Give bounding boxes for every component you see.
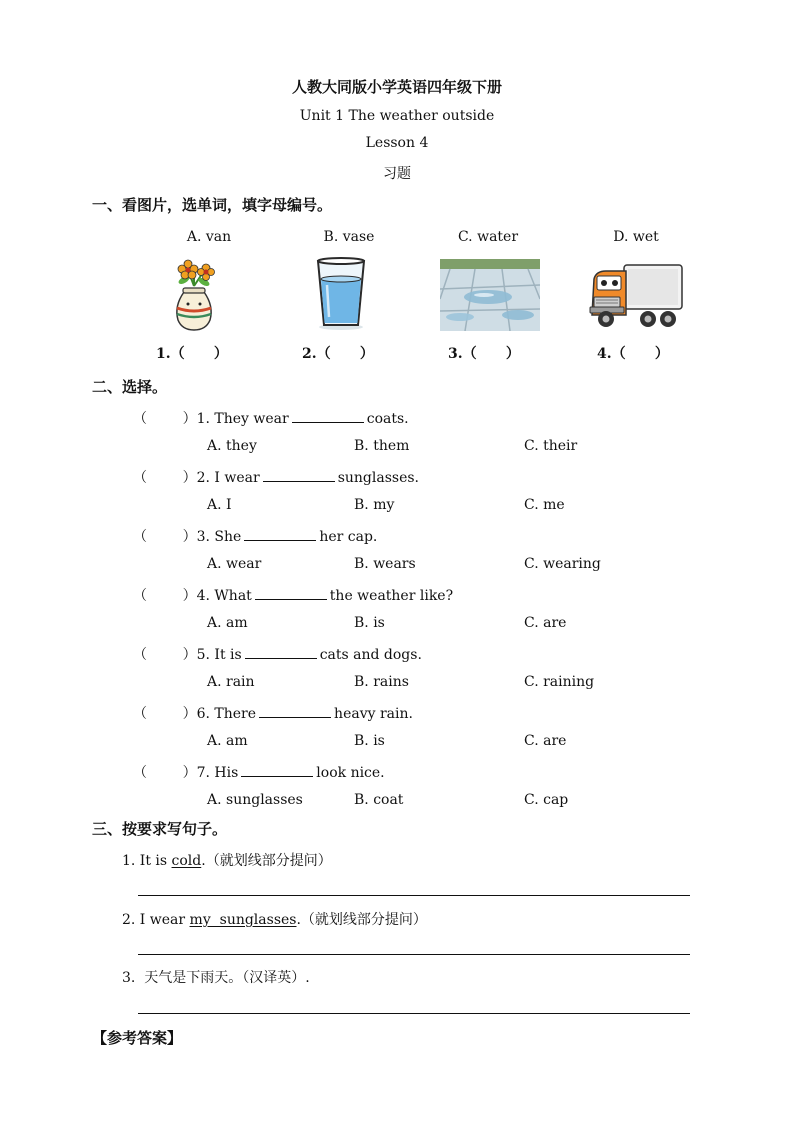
option-b[interactable]: B. is bbox=[354, 615, 385, 631]
option-c[interactable]: C. are bbox=[524, 615, 567, 631]
section2-heading: 二、选择。 bbox=[92, 378, 168, 396]
question-row bbox=[133, 408, 409, 428]
word-d: D. wet bbox=[613, 229, 659, 245]
option-a[interactable]: A. am bbox=[207, 733, 248, 749]
option-c[interactable]: C. wearing bbox=[524, 556, 601, 572]
answer-paren[interactable]: （ ） bbox=[133, 765, 197, 781]
fill-blank[interactable] bbox=[292, 408, 364, 423]
question-row bbox=[133, 467, 419, 487]
underlined-word: cold bbox=[171, 853, 202, 869]
question-text-end: cats and dogs. bbox=[319, 647, 422, 663]
unit-title: Unit 1 The weather outside bbox=[299, 108, 495, 124]
option-c[interactable]: C. their bbox=[524, 438, 578, 454]
answer-paren[interactable]: （ ） bbox=[133, 529, 197, 545]
word-b: B. vase bbox=[323, 229, 375, 245]
question-text-end: sunglasses. bbox=[337, 470, 420, 486]
page-title: 人教大同版小学英语四年级下册 bbox=[291, 78, 502, 96]
fill-blank[interactable] bbox=[255, 585, 327, 600]
truck-van-image bbox=[588, 259, 684, 331]
lesson-title: Lesson 4 bbox=[365, 135, 429, 151]
question-text: 6. There bbox=[196, 706, 257, 722]
question-text: 7. His bbox=[196, 765, 239, 781]
option-b[interactable]: B. my bbox=[354, 497, 395, 513]
answer-line-1[interactable] bbox=[138, 895, 690, 896]
question-text: 5. It is bbox=[196, 647, 242, 663]
option-a[interactable]: A. I bbox=[207, 497, 232, 513]
option-b[interactable]: B. coat bbox=[354, 792, 404, 808]
fill-blank[interactable] bbox=[263, 467, 335, 482]
fill-blank[interactable] bbox=[245, 644, 317, 659]
option-a[interactable]: A. am bbox=[207, 615, 248, 631]
question-row bbox=[133, 762, 385, 782]
answer-paren[interactable]: （ ） bbox=[133, 411, 197, 427]
option-c[interactable]: C. are bbox=[524, 733, 567, 749]
question-text: 2. I wear bbox=[196, 470, 260, 486]
option-a[interactable]: A. rain bbox=[207, 674, 255, 690]
fill-blank[interactable] bbox=[244, 526, 316, 541]
answer-slot-3[interactable]: 3.（ ） bbox=[448, 346, 520, 362]
answer-paren[interactable]: （ ） bbox=[133, 706, 197, 722]
section1-heading: 一、看图片，选单词，填字母编号。 bbox=[92, 196, 333, 214]
answer-paren[interactable]: （ ） bbox=[133, 647, 197, 663]
answer-slot-2[interactable]: 2.（ ） bbox=[302, 346, 374, 362]
fill-blank[interactable] bbox=[259, 703, 331, 718]
question-text-end: the weather like? bbox=[329, 588, 454, 604]
option-a[interactable]: A. they bbox=[207, 438, 257, 454]
answer-paren[interactable]: （ ） bbox=[133, 470, 197, 486]
exercise-title: 习题 bbox=[383, 166, 411, 182]
question-text-end: heavy rain. bbox=[334, 706, 413, 722]
word-a: A. van bbox=[186, 229, 232, 245]
question-text-end: coats. bbox=[366, 411, 409, 427]
rewrite-item-3: 3. 天气是下雨天。（汉译英）. bbox=[122, 970, 310, 986]
option-c[interactable]: C. cap bbox=[524, 792, 569, 808]
rewrite-item-2: 2. I wear my sunglasses.（就划线部分提问） bbox=[122, 912, 427, 928]
water-glass-image bbox=[314, 257, 368, 331]
option-b[interactable]: B. wears bbox=[354, 556, 416, 572]
option-a[interactable]: A. wear bbox=[207, 556, 262, 572]
question-text: 4. What bbox=[196, 588, 252, 604]
answer-line-2[interactable] bbox=[138, 954, 690, 955]
question-text-end: her cap. bbox=[319, 529, 378, 545]
question-row bbox=[133, 644, 422, 664]
fill-blank[interactable] bbox=[241, 762, 313, 777]
option-b[interactable]: B. is bbox=[354, 733, 385, 749]
option-b[interactable]: B. rains bbox=[354, 674, 409, 690]
option-c[interactable]: C. raining bbox=[524, 674, 595, 690]
underlined-phrase: my sunglasses bbox=[189, 912, 297, 928]
rewrite-item-1: 1. It is cold.（就划线部分提问） bbox=[122, 853, 332, 869]
option-c[interactable]: C. me bbox=[524, 497, 565, 513]
question-row bbox=[133, 526, 377, 546]
option-b[interactable]: B. them bbox=[354, 438, 410, 454]
question-text: 3. She bbox=[196, 529, 242, 545]
section3-heading: 三、按要求写句子。 bbox=[92, 820, 228, 838]
answer-line-3[interactable] bbox=[138, 1013, 690, 1014]
question-text-end: look nice. bbox=[316, 765, 385, 781]
wet-ground-image bbox=[440, 259, 540, 331]
answer-paren[interactable]: （ ） bbox=[133, 588, 197, 604]
question-text: 1. They wear bbox=[196, 411, 289, 427]
answer-slot-1[interactable]: 1.（ ） bbox=[156, 346, 228, 362]
answer-slot-4[interactable]: 4.（ ） bbox=[597, 346, 669, 362]
question-row bbox=[133, 703, 413, 723]
answer-key-heading: 【参考答案】 bbox=[92, 1029, 183, 1047]
question-row bbox=[133, 585, 453, 605]
option-a[interactable]: A. sunglasses bbox=[207, 792, 303, 808]
word-c: C. water bbox=[457, 229, 519, 245]
vase-flowers-image bbox=[164, 256, 224, 332]
